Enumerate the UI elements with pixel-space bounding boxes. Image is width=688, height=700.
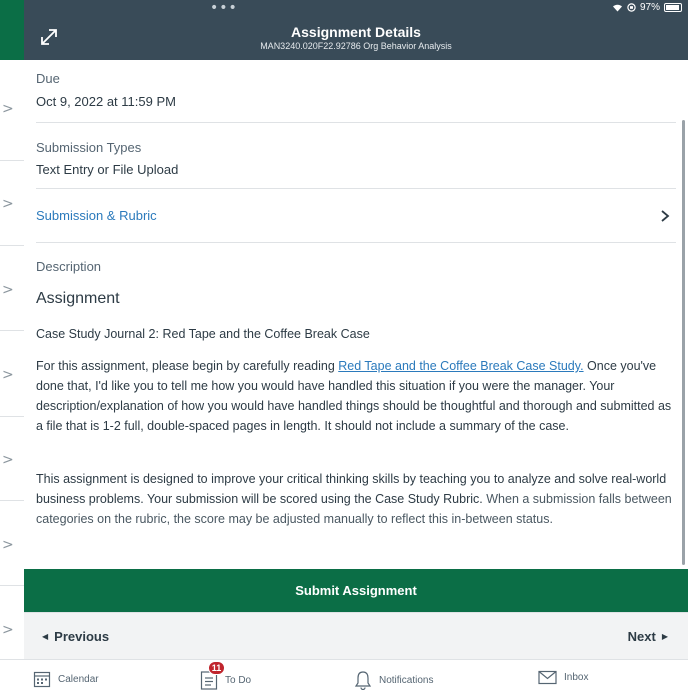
background-row-chevron-icon[interactable]: > [2, 537, 14, 553]
due-section [36, 60, 676, 123]
submit-assignment-button[interactable]: Submit Assignment [24, 569, 688, 612]
purpose-note: When a submission falls between categories on the rubric, the score may be adjusted manually to reflect this in-between status. [36, 492, 672, 526]
background-row-chevron-icon[interactable]: > [2, 622, 14, 638]
battery-percent: 97% [639, 2, 660, 13]
background-row-chevron-icon[interactable]: > [2, 367, 14, 383]
drag-handle-icon[interactable]: ••• [210, 0, 238, 16]
submission-rubric-link[interactable]: Submission & Rubric [36, 208, 157, 223]
tab-inbox[interactable] [538, 670, 588, 685]
course-subtitle: MAN3240.020F22.92786 Org Behavior Analysis [260, 41, 452, 51]
status-bar [612, 2, 682, 13]
previous-label: Previous [54, 629, 110, 644]
previous-button[interactable] [42, 629, 109, 644]
submission-rubric-row[interactable] [36, 189, 676, 243]
chevron-right-icon [658, 209, 672, 223]
battery-icon [664, 3, 682, 12]
assignment-details-modal [24, 0, 688, 700]
background-row-divider [0, 585, 24, 586]
background-row-divider [0, 160, 24, 161]
next-label: Next [627, 629, 656, 644]
calendar-icon [33, 670, 51, 688]
background-row-divider [0, 245, 24, 246]
tab-calendar-label: Calendar [58, 673, 99, 685]
todo-count-badge: 11 [208, 661, 225, 675]
submission-types-value: Text Entry or File Upload [36, 162, 179, 177]
next-arrow-icon: ▶ [661, 632, 668, 641]
background-row-chevron-icon[interactable]: > [2, 452, 14, 468]
tab-notifications[interactable] [354, 670, 433, 690]
due-date: Oct 9, 2022 at 11:59 PM [36, 94, 176, 109]
case-study-link[interactable]: Red Tape and the Coffee Break Case Study. [338, 359, 584, 373]
background-header-strip [0, 0, 24, 60]
background-row-chevron-icon[interactable]: > [2, 101, 14, 117]
background-row-divider [0, 330, 24, 331]
tab-inbox-label: Inbox [564, 672, 589, 683]
previous-arrow-icon: ◀ [42, 632, 49, 641]
submission-types-label: Submission Types [36, 140, 142, 155]
background-row-divider [0, 500, 24, 501]
submission-types-section [36, 123, 676, 189]
purpose-text: This assignment is designed to improve your critical thinking skills by teaching you to analyze and solve real-world business problems. Your submission will be scored using the Case Study Rubric. [36, 472, 667, 506]
due-label: Due [36, 71, 60, 86]
assignment-navigation [24, 612, 688, 659]
bottom-tab-bar [0, 659, 688, 700]
background-row-divider [0, 416, 24, 417]
purpose-paragraph [36, 469, 676, 529]
instructions-text-start: For this assignment, please begin by carefully reading [36, 359, 339, 373]
wifi-icon [612, 3, 623, 12]
description-heading: Assignment [36, 290, 120, 307]
bell-icon [354, 670, 372, 690]
tab-notifications-label: Notifications [379, 674, 434, 686]
modal-header [24, 0, 688, 60]
background-row-chevron-icon[interactable]: > [2, 282, 14, 298]
instructions-paragraph [36, 356, 676, 436]
tab-todo-label: To Do [225, 674, 252, 686]
orientation-lock-icon [627, 3, 636, 12]
envelope-icon [538, 670, 557, 685]
tab-calendar[interactable] [33, 670, 99, 688]
tab-todo[interactable] [200, 663, 252, 690]
scrollbar[interactable] [682, 120, 685, 565]
description-label: Description [36, 259, 102, 274]
page-title: Assignment Details [291, 24, 421, 40]
background-row-chevron-icon[interactable]: > [2, 196, 14, 212]
next-button[interactable] [628, 629, 668, 644]
instructions-text-end: Once you've done that, I'd like you to tell me how you would have handled this situation if you were the manager. Your description/explanation of how you would have handled things should be thoughtful and thorough and submitted as a file that is 1-2 full, double-spaced pages in length. It should not include a summary of the case. [36, 359, 672, 433]
case-study-title: Case Study Journal 2: Red Tape and the Coffee Break Case [36, 327, 370, 341]
assignment-content [36, 60, 676, 529]
